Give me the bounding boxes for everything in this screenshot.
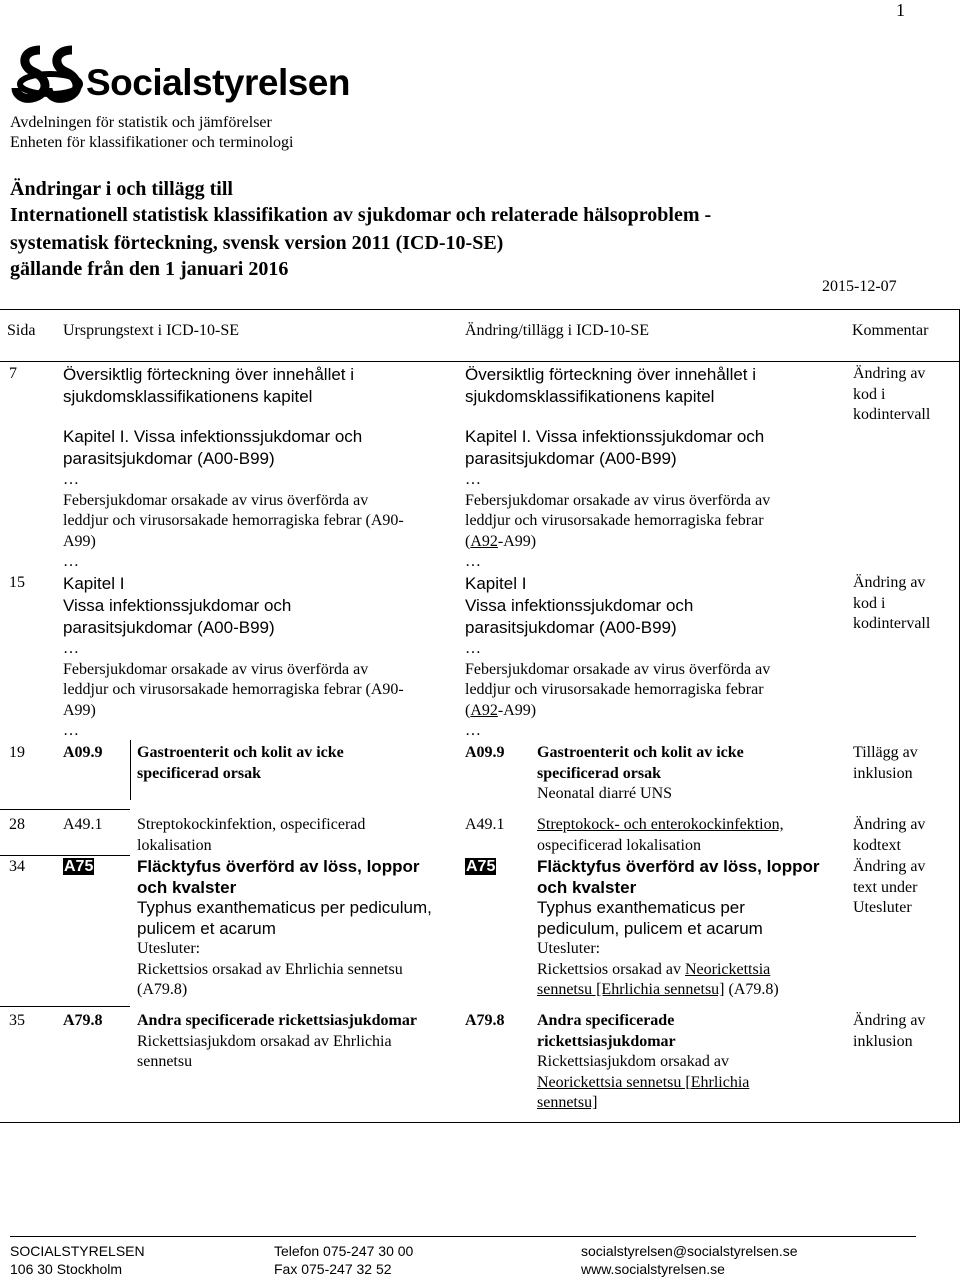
comment: Ändring av kod i kodintervall: [853, 365, 931, 423]
changed-code: A09.9: [465, 744, 505, 761]
comment: Ändring av text under Utesluter: [853, 858, 926, 916]
original-text: Översiktlig förteckning över innehållet i sjukdomsklassifikationens kapitel Kapitel I. Vissa infektionssjukdomar och parasitsjukdomar (A00-B99) … Febersjukdomar orsakade av virus överförda av leddjur och virusorsakade hemorragiska febrar (A90- A99) …: [63, 365, 404, 570]
original-code: A09.9: [63, 744, 103, 761]
code-divider: [130, 740, 131, 800]
department-line: Avdelningen för statistik och jämförelser: [10, 114, 272, 131]
footer-web[interactable]: www.socialstyrelsen.se: [581, 1261, 725, 1277]
logo-wordmark: Socialstyrelsen: [86, 62, 350, 103]
header-original: Ursprungstext i ICD-10-SE: [63, 322, 239, 339]
comment: Ändring av inklusion: [853, 1012, 926, 1050]
changed-code: A79.8: [465, 1012, 505, 1029]
unit-line: Enheten för klassifikationer och terminologi: [10, 134, 294, 151]
footer-fax: Fax 075-247 32 52: [274, 1261, 392, 1277]
row-divider: [0, 1006, 130, 1007]
table-header-border: [0, 361, 960, 362]
row-page: 28: [9, 816, 25, 833]
footer-email[interactable]: socialstyrelsen@socialstyrelsen.se: [581, 1243, 798, 1259]
changed-text: Översiktlig förteckning över innehållet i sjukdomsklassifikationens kapitel Kapitel I. Vissa infektionssjukdomar och parasitsjukdomar (A00-B99) … Febersjukdomar orsakade av virus överförda av leddjur och virusorsakade hemorragiska febrar (A92-A99) …: [465, 365, 771, 570]
row-page: 7: [9, 365, 17, 382]
row-page: 34: [9, 858, 25, 875]
row-page: 15: [9, 574, 25, 591]
comment: Tillägg av inklusion: [853, 744, 918, 782]
footer-org: SOCIALSTYRELSEN: [10, 1243, 145, 1259]
original-text: Andra specificerade rickettsiasjukdomar Rickettsiasjukdom orsakad av Ehrlichia sennetsu: [137, 1012, 417, 1070]
original-text: Streptokockinfektion, ospecificerad lokalisation: [137, 816, 366, 854]
footer-address: 106 30 Stockholm: [10, 1261, 123, 1277]
original-text: Fläcktyfus överförd av löss, loppor och kvalster Typhus exanthematicus per pediculum, pulicem et acarum Utesluter: Rickettsios orsakad av Ehrlichia sennetsu (A79.8): [137, 857, 432, 998]
changed-text: Streptokock- och enterokockinfektion, ospecificerad lokalisation: [537, 816, 784, 854]
original-code: A49.1: [63, 816, 103, 833]
row-page: 35: [9, 1012, 25, 1029]
document-date: 2015-12-07: [822, 278, 897, 295]
header-change: Ändring/tillägg i ICD-10-SE: [465, 322, 649, 339]
footer-rule: [10, 1236, 916, 1237]
title-line-4: gällande från den 1 januari 2016: [10, 258, 289, 280]
comment: Ändring av kod i kodintervall: [853, 574, 931, 632]
changed-code: A49.1: [465, 816, 505, 833]
title-line-3: systematisk förteckning, svensk version 2011 (ICD-10-SE): [10, 232, 504, 254]
changed-text: Andra specificerade rickettsiasjukdomar Rickettsiasjukdom orsakad av Neorickettsia sennetsu [Ehrlichia sennetsu]: [537, 1012, 750, 1111]
row-page: 19: [9, 744, 25, 761]
comment: Ändring av kodtext: [853, 816, 926, 854]
title-line-2: Internationell statistisk klassifikation av sjukdomar och relaterade hälsoproblem -: [10, 204, 712, 226]
original-code: A79.8: [63, 1012, 103, 1029]
table-bottom-border: [0, 1122, 960, 1123]
original-text: Kapitel I Vissa infektionssjukdomar och parasitsjukdomar (A00-B99) … Febersjukdomar orsakade av virus överförda av leddjur och virusorsakade hemorragiska febrar (A90- A99) …: [63, 574, 404, 739]
row-divider: [0, 809, 130, 810]
page-number: 1: [896, 0, 905, 20]
changed-text: Fläcktyfus överförd av löss, loppor och kvalster Typhus exanthematicus per pediculum, pulicem et acarum Utesluter: Rickettsios orsakad av Neorickettsia sennetsu [Ehrlichia sennetsu] (A79.8): [537, 857, 820, 998]
changed-text: Gastroenterit och kolit av icke specificerad orsak Neonatal diarré UNS: [537, 744, 744, 802]
changed-code: A75: [466, 858, 496, 875]
original-code: A75: [64, 858, 94, 875]
changed-text: Kapitel I Vissa infektionssjukdomar och parasitsjukdomar (A00-B99) … Febersjukdomar orsakade av virus överförda av leddjur och virusorsakade hemorragiska febrar (A92-A99) …: [465, 574, 771, 739]
row-divider: [0, 855, 130, 856]
footer-phone: Telefon 075-247 30 00: [274, 1243, 414, 1259]
header-page: Sida: [7, 322, 36, 339]
title-line-1: Ändringar i och tillägg till: [10, 178, 233, 200]
table-top-border: [0, 309, 960, 310]
original-text: Gastroenterit och kolit av icke specificerad orsak: [137, 744, 344, 782]
header-comment: Kommentar: [852, 322, 929, 339]
